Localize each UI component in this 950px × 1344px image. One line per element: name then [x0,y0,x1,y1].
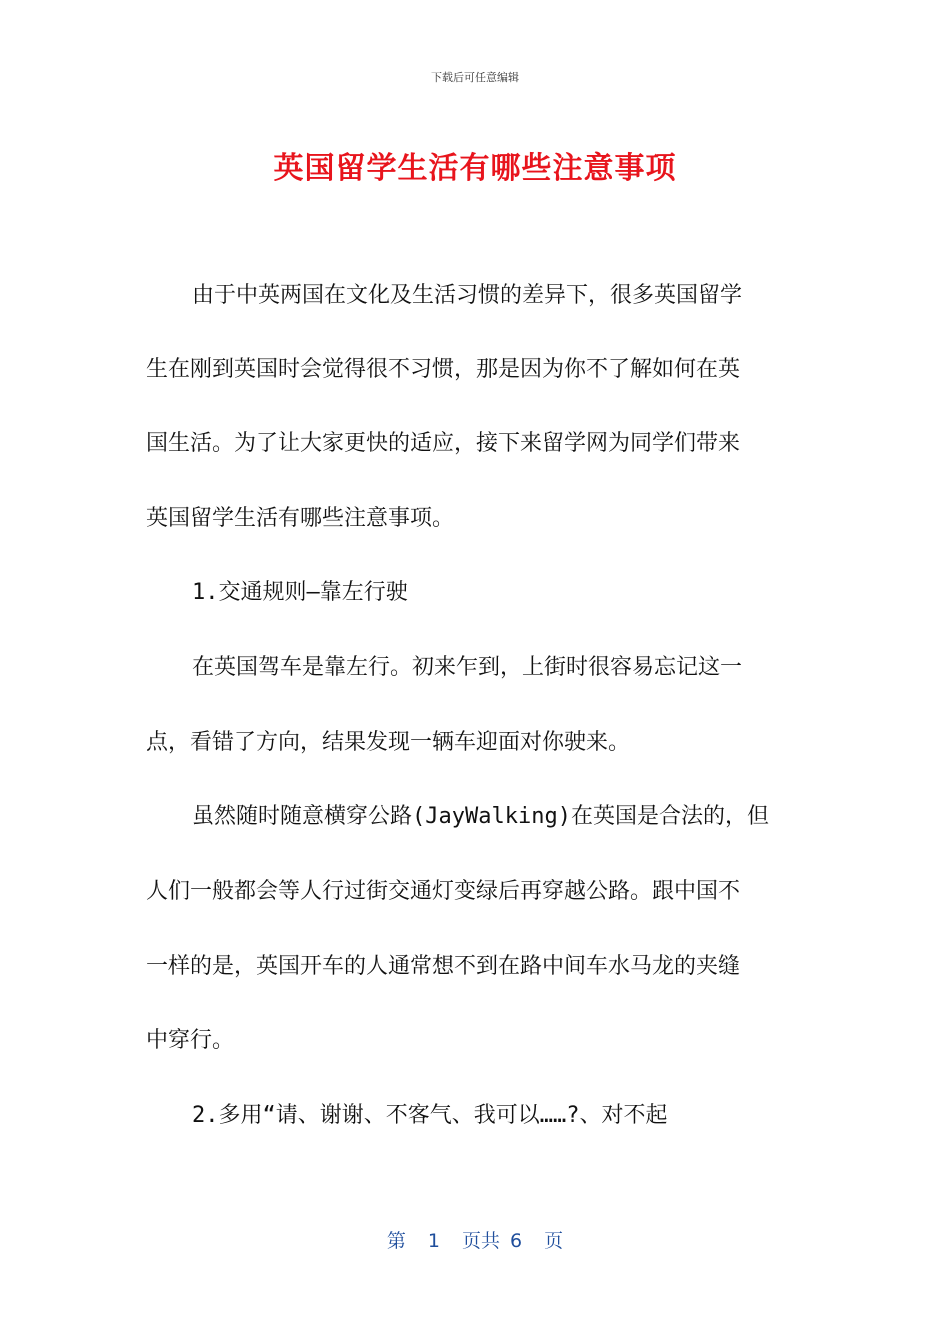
document-title: 英国留学生活有哪些注意事项 [273,151,677,186]
paragraph-line: 人们一般都会等人行过街交通灯变绿后再穿越公路。跟中国不 [146,879,741,904]
paragraph-line: 在英国驾车是靠左行。初来乍到，上街时很容易忘记这一 [192,655,743,680]
paragraph-line: 生在刚到英国时会觉得很不习惯，那是因为你不了解如何在英 [146,357,741,382]
footer-page-number: 1 [427,1230,440,1252]
section-heading: 1.交通规则—靠左行驶 [192,580,408,605]
paragraph-line: 中穿行。 [146,1028,235,1053]
footer-page-total: 6 [510,1230,523,1252]
paragraph-line: 一样的是，英国开车的人通常想不到在路中间车水马龙的夹缝 [146,954,741,979]
paragraph-line: 英国留学生活有哪些注意事项。 [146,506,455,531]
paragraph-line: 由于中英两国在文化及生活习惯的差异下，很多英国留学 [192,283,743,308]
paragraph-line: 点，看错了方向，结果发现一辆车迎面对你驶来。 [146,730,631,755]
section-heading: 2.多用“请、谢谢、不客气、我可以……?、对不起 [192,1103,668,1128]
footer-page-prefix: 第 [386,1230,406,1252]
paragraph-line: 虽然随时随意横穿公路(JayWalking)在英国是合法的，但 [192,804,769,829]
header-note: 下载后可任意编辑 [431,71,519,84]
paragraph-line: 国生活。为了让大家更快的适应，接下来留学网为同学们带来 [146,431,741,456]
page-footer [0,1226,950,1253]
footer-page-mid: 页共 [461,1230,500,1252]
footer-page-suffix: 页 [544,1230,564,1252]
